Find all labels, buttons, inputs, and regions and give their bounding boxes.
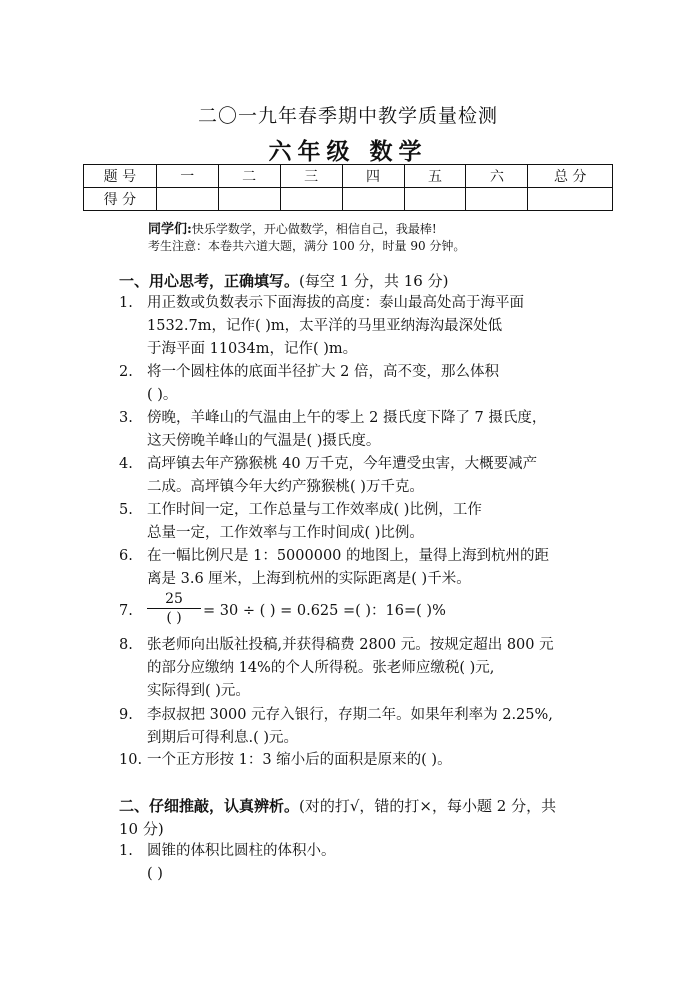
section1-heading-note: (每空 1 分，共 16 分) [299,272,449,290]
section2-heading-cont: 10 分) [119,820,164,838]
question-number: 2. [119,364,133,380]
question-text: 一个正方形按 1：3 缩小后的面积是原来的( )。 [147,752,452,768]
question-1-9 [119,704,553,750]
question-text: 这天傍晚羊峰山的气温是( )摄氏度。 [147,433,381,449]
question-text: 二成。高坪镇今年大约产猕猴桃( )万千克。 [147,479,424,495]
question-number: 5. [119,502,133,518]
question-text: 张老师向出版社投稿,并获得稿费 2800 元。按规定超出 800 元 [147,637,554,653]
question-1-5 [119,499,482,545]
score-blank-cell[interactable] [156,188,218,211]
answer-blank[interactable]: ( ) [147,866,163,882]
score-table-score-row [84,188,613,211]
question-text: 用正数或负数表示下面海拔的高度：泰山最高处高于海平面 [147,295,524,311]
section2-heading-bold: 二、仔细推敲，认真辨析。 [119,797,300,815]
question-1-7-fraction [147,591,201,626]
fraction-bar [147,608,201,609]
question-1-1 [119,292,524,361]
question-text: 圆锥的体积比圆柱的体积小。 [147,843,336,859]
question-text: 1532.7m，记作( )m，太平洋的马里亚纳海沟最深处低 [147,318,503,334]
question-text: 李叔叔把 3000 元存入银行，存期二年。如果年利率为 2.25%, [147,707,553,723]
score-blank-cell[interactable] [528,188,613,211]
question-1-3 [119,407,546,453]
score-cell: 总 分 [528,165,613,188]
question-1-4 [119,453,537,499]
exam-title: 二〇一九年春季期中教学质量检测 [197,105,498,127]
question-text: 于海平面 11034m，记作( )m。 [147,341,358,357]
score-cell: 四 [342,165,404,188]
question-number: 1. [119,843,133,859]
question-1-10 [119,749,452,772]
section1-heading [119,270,448,291]
question-text: 高坪镇去年产猕猴桃 40 万千克，今年遭受虫害，大概要减产 [147,456,538,472]
question-text: 在一幅比例尺是 1：5000000 的地图上，量得上海到杭州的距 [147,548,550,564]
question-text: 实际得到( )元。 [147,683,250,699]
motto-text: 快乐学数学，开心做数学，相信自己，我最棒! [191,222,437,236]
question-number: 4. [119,456,133,472]
score-blank-cell[interactable] [342,188,404,211]
question-1-7-equation: = 30 ÷ ( ) = 0.625 =( )：16=( )% [203,603,446,619]
question-number: 8. [119,637,133,653]
section2-heading [119,795,556,816]
question-1-6 [119,545,549,591]
score-cell: 题 号 [84,165,157,188]
question-1-7-number: 7. [119,603,133,619]
fraction-denominator[interactable]: ( ) [166,610,182,626]
question-number: 6. [119,548,133,564]
score-cell: 六 [466,165,528,188]
motto-label: 同学们: [148,222,192,237]
question-1-8 [119,634,554,703]
exam-subtitle: 六年级 数学 [268,138,428,165]
question-number: 10. [119,752,143,768]
question-number: 9. [119,707,133,723]
score-cell: 一 [156,165,218,188]
score-table [83,164,613,211]
question-2-1 [119,840,336,886]
score-cell: 五 [404,165,466,188]
score-cell: 得 分 [84,188,157,211]
question-text: 将一个圆柱体的底面半径扩大 2 倍，高不变，那么体积 [147,364,499,380]
question-text: 离是 3.6 厘米，上海到杭州的实际距离是( )千米。 [147,571,471,587]
question-number: 1. [119,295,133,311]
score-blank-cell[interactable] [466,188,528,211]
fraction-numerator: 25 [165,591,183,607]
score-blank-cell[interactable] [404,188,466,211]
question-text: 工作时间一定，工作总量与工作效率成( )比例，工作 [147,502,482,518]
score-blank-cell[interactable] [280,188,342,211]
question-number: 3. [119,410,133,426]
motto-line [148,218,437,237]
question-text: 的部分应缴纳 14%的个人所得税。张老师应缴税( )元, [147,660,495,676]
question-text: ( )。 [147,387,178,403]
exam-notice: 考生注意：本卷共六道大题，满分 100 分，时量 90 分钟。 [148,239,466,253]
question-1-2 [119,361,499,407]
score-cell: 二 [218,165,280,188]
question-text: 傍晚，羊峰山的气温由上午的零上 2 摄氏度下降了 7 摄氏度， [147,410,547,426]
score-cell: 三 [280,165,342,188]
section1-heading-bold: 一、用心思考，正确填写。 [119,272,300,290]
score-blank-cell[interactable] [218,188,280,211]
question-text: 总量一定，工作效率与工作时间成( )比例。 [147,525,424,541]
section2-heading-note: (对的打√，错的打×，每小题 2 分，共 [299,797,557,815]
score-table-header-row [84,165,613,188]
question-text: 到期后可得利息.( )元。 [147,730,299,746]
